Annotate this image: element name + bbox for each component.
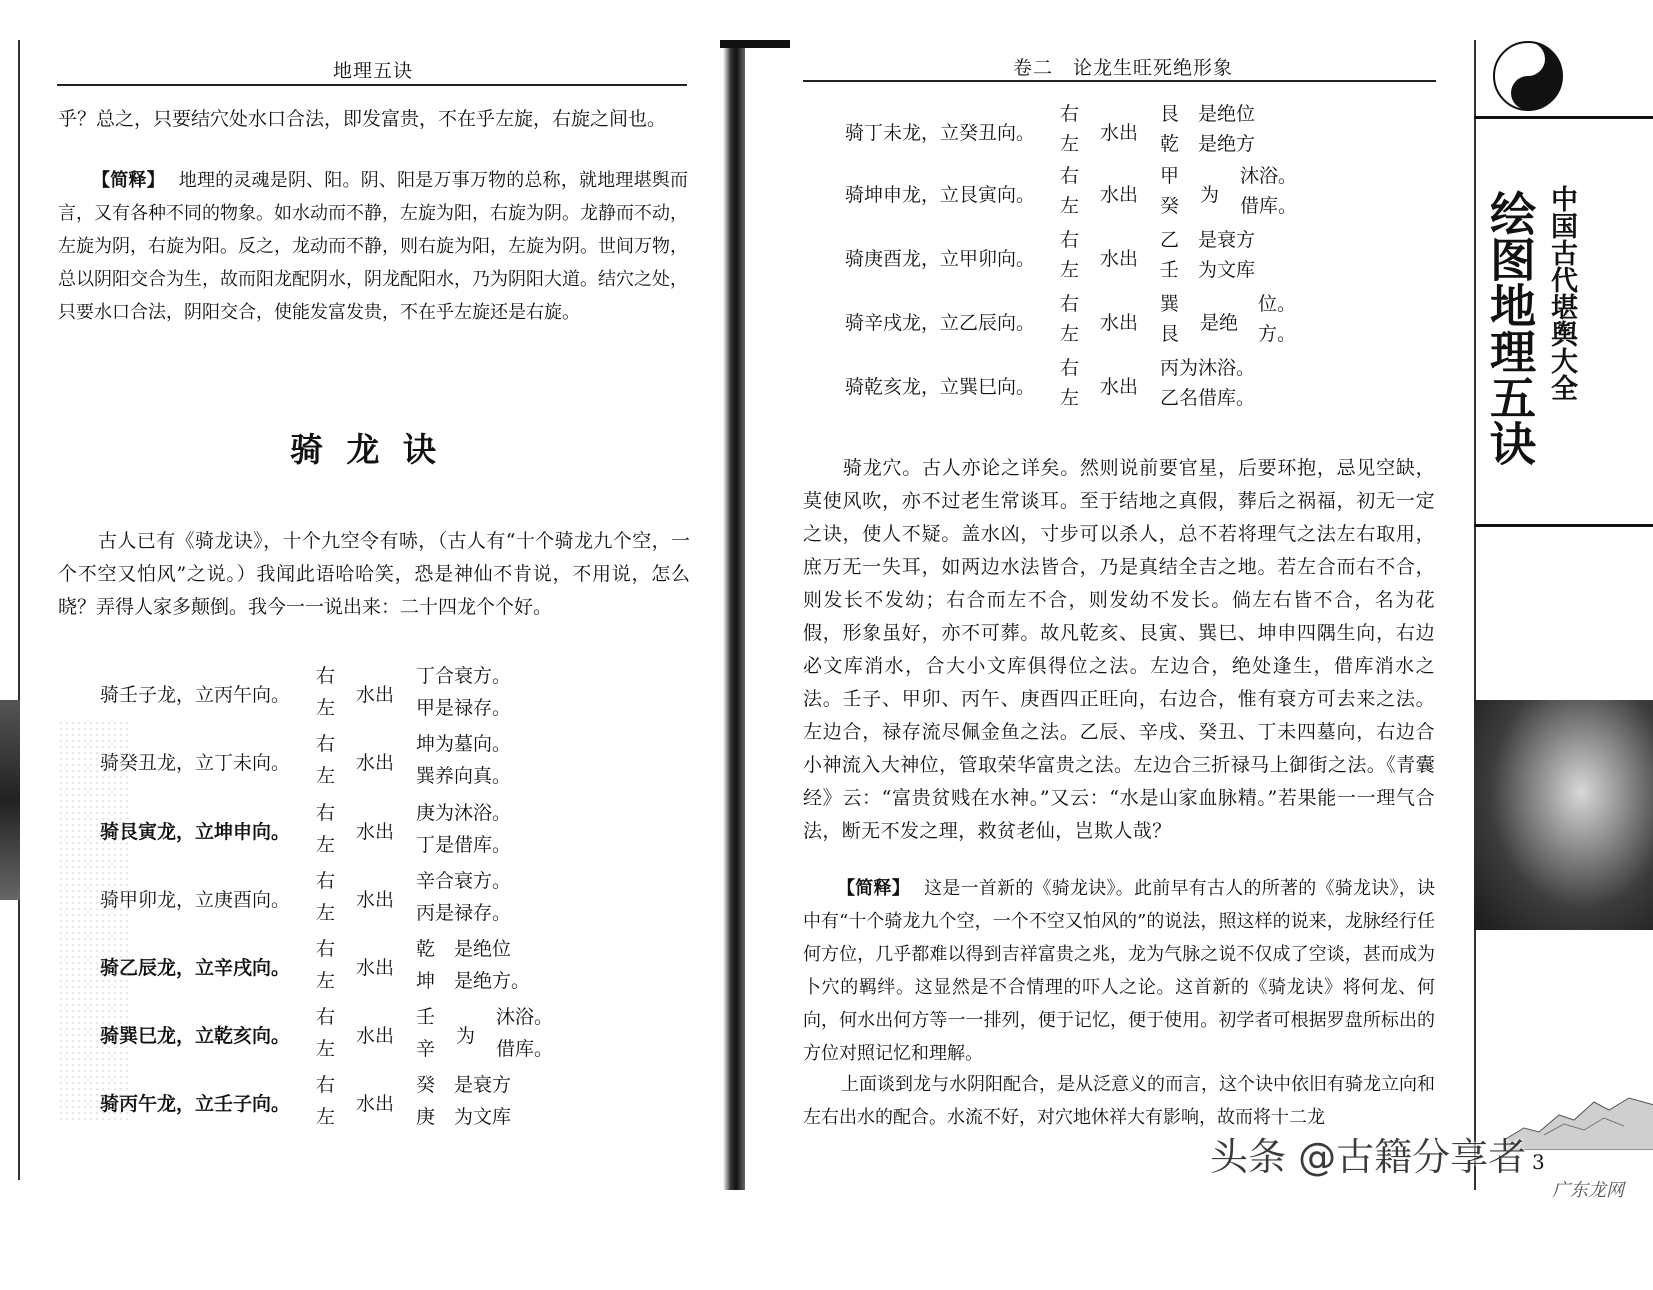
row-right: 右 xyxy=(316,870,336,892)
row-mid: 为 xyxy=(1200,184,1220,206)
row-desc-2: 壬 为文库 xyxy=(1160,259,1256,281)
row-left: 左 xyxy=(316,902,336,924)
row-dragon: 骑辛戌龙，立乙辰向。 xyxy=(845,312,1036,334)
row-end-2: 借库。 xyxy=(496,1038,554,1060)
left-running-header: 地理五诀 xyxy=(333,60,414,82)
row-desc-2: 艮 xyxy=(1160,323,1180,345)
row-left: 左 xyxy=(1060,259,1080,281)
row-left: 左 xyxy=(316,765,336,787)
main-paragraph-text: 骑龙穴。古人亦论之详矣。然则说前要官星，后要环抱，忌见空缺，莫使风吹，亦不过老生常谈耳。至于结地之真假，葬后之祸福，初无一定之诀，使人不疑。盖水凶，寸步可以杀人，总不若将理气之法左右取用，庶万无一失耳，如两边水法皆合，乃是真结全吉之地。若左合而右不合，则发长不发幼；右合而左不合，则发幼不发长。倘左右皆不合，名为花假，形象虽好，亦不可葬。故凡乾亥、艮寅、巽巳、坤申四隅生向，右边必文库消水，合大小文库俱得位之法。左边合，绝处逢生，借库消水之法。壬子、甲卯、丙午、庚酉四正旺向，右边合，惟有衰方可去来之法。左边合，禄存流尽佩金鱼之法。乙辰、辛戌、癸丑、丁未四墓向，右边合小神流入大神位，管取荣华富贵之法。左边合三折禄马上御街之法。《青囊经》云：“富贵贫贱在水神。”又云：“水是山家血脉精。”若果能一一理气合法，断无不发之理，救贫老仙，岂欺人哉？ xyxy=(803,457,1435,842)
row-desc-2: 丁是借库。 xyxy=(416,834,512,856)
row-desc-2: 甲是禄存。 xyxy=(416,697,512,719)
table-row xyxy=(0,224,1460,290)
row-right: 右 xyxy=(316,938,336,960)
buddha-statue-image xyxy=(1474,700,1653,930)
print-speckle xyxy=(58,720,128,1120)
row-water: 水出 xyxy=(356,821,395,843)
yin-yang-icon xyxy=(1492,40,1564,112)
commentary-tag: 【简释】 xyxy=(92,170,165,191)
row-water: 水出 xyxy=(1100,248,1139,270)
tab-rule-bottom xyxy=(1474,524,1653,527)
row-dragon: 骑庚酉龙，立甲卯向。 xyxy=(845,248,1036,270)
row-desc-2: 巽养向真。 xyxy=(416,765,512,787)
row-right: 右 xyxy=(316,665,336,687)
row-water: 水出 xyxy=(356,1093,395,1115)
watermark-site: 广东龙网 xyxy=(1552,1180,1624,1201)
row-left: 左 xyxy=(316,1038,336,1060)
row-right: 右 xyxy=(1060,165,1080,187)
row-right: 右 xyxy=(316,733,336,755)
row-water: 水出 xyxy=(356,1025,395,1047)
side-tab xyxy=(1474,40,1653,1190)
row-water: 水出 xyxy=(356,752,395,774)
row-desc-2: 辛 xyxy=(416,1038,436,1060)
row-desc-2: 坤 是绝方。 xyxy=(416,970,531,992)
row-right: 右 xyxy=(1060,357,1080,379)
row-desc-2: 癸 xyxy=(1160,195,1180,217)
row-right: 右 xyxy=(316,1006,336,1028)
row-right: 右 xyxy=(1060,229,1080,251)
commentary-continued-text: 上面谈到龙与水阴阳配合，是从泛意义的而言，这个诀中依旧有骑龙立向和左右出水的配合。水流不好，对穴地休祥大有影响，故而将十二龙 xyxy=(803,1074,1435,1128)
tab-main-title: 绘图地理五诀 xyxy=(1483,190,1537,466)
row-desc-1: 丙为沐浴。 xyxy=(1160,357,1256,379)
row-mid: 是绝 xyxy=(1200,312,1239,334)
row-right: 右 xyxy=(316,1074,336,1096)
row-dragon: 骑巽巳龙，立乾亥向。 xyxy=(100,1025,291,1047)
commentary-tag: 【简释】 xyxy=(837,878,910,899)
row-right: 右 xyxy=(316,802,336,824)
poem-intro-text: 古人已有《骑龙诀》，十个九空令有哧，（古人有“十个骑龙九个空，一个不空又怕风”之说。）我闻此语哈哈笑，恐是神仙不肯说，不用说，怎么晓？弄得人家多颠倒。我今一一说出来：二十四龙个个好。 xyxy=(58,530,690,618)
table-row xyxy=(0,160,1460,226)
row-dragon: 骑艮寅龙，立坤申向。 xyxy=(100,821,291,843)
right-main-paragraph xyxy=(803,452,1435,848)
row-water: 水出 xyxy=(1100,184,1139,206)
page-number: 3 xyxy=(1532,1150,1545,1174)
row-dragon: 骑乾亥龙，立巽巳向。 xyxy=(845,376,1036,398)
row-right: 右 xyxy=(1060,103,1080,125)
row-mid: 为 xyxy=(456,1025,476,1047)
row-dragon: 骑甲卯龙，立庚酉向。 xyxy=(100,889,291,911)
row-desc-1: 庚为沐浴。 xyxy=(416,802,512,824)
row-water: 水出 xyxy=(1100,376,1139,398)
row-desc-1: 坤为墓向。 xyxy=(416,733,512,755)
row-desc-1: 甲 xyxy=(1160,165,1180,187)
left-opening-line: 乎？总之，只要结穴处水口合法，即发富贵，不在乎左旋，右旋之间也。 xyxy=(58,108,667,130)
row-end-1: 沐浴。 xyxy=(496,1006,554,1028)
poem-intro xyxy=(58,525,690,624)
gutter-shadow xyxy=(720,40,790,48)
row-dragon: 骑壬子龙，立丙午向。 xyxy=(100,684,291,706)
row-left: 左 xyxy=(316,1106,336,1128)
row-desc-1: 巽 xyxy=(1160,293,1180,315)
row-dragon: 骑丙午龙，立壬子向。 xyxy=(100,1093,291,1115)
row-end-1: 沐浴。 xyxy=(1240,165,1298,187)
row-desc-2: 庚 为文库 xyxy=(416,1106,512,1128)
row-end-2: 方。 xyxy=(1258,323,1297,345)
row-left: 左 xyxy=(1060,387,1080,409)
row-desc-2: 乙名借库。 xyxy=(1160,387,1256,409)
row-desc-1: 艮 是绝位 xyxy=(1160,103,1256,125)
tab-border-line xyxy=(1474,40,1476,1190)
row-desc-1: 乙 是衰方 xyxy=(1160,229,1256,251)
row-dragon: 骑丁未龙，立癸丑向。 xyxy=(845,122,1036,144)
tab-series-title: 中国古代堪舆大全 xyxy=(1546,185,1577,401)
row-desc-1: 壬 xyxy=(416,1006,436,1028)
table-row xyxy=(0,288,1460,354)
row-left: 左 xyxy=(316,970,336,992)
row-desc-2: 丙是禄存。 xyxy=(416,902,512,924)
row-water: 水出 xyxy=(356,684,395,706)
right-commentary xyxy=(803,872,1435,1070)
row-water: 水出 xyxy=(1100,122,1139,144)
row-left: 左 xyxy=(316,834,336,856)
section-title: 骑 龙 诀 xyxy=(290,430,442,469)
row-end-1: 位。 xyxy=(1258,293,1297,315)
row-left: 左 xyxy=(1060,133,1080,155)
mountain-decoration xyxy=(1504,1080,1653,1150)
row-right: 右 xyxy=(1060,293,1080,315)
row-desc-2: 乾 是绝方 xyxy=(1160,133,1256,155)
row-left: 左 xyxy=(1060,323,1080,345)
table-row xyxy=(0,352,1460,418)
commentary-text: 这是一首新的《骑龙诀》。此前早有古人的所著的《骑龙诀》，诀中有“十个骑龙九个空，一个不空又怕风的”的说法，照这样的说来，龙脉经行任何方位，几乎都难以得到吉祥富贵之兆，龙为气脉之说不仅成了空谈，甚而成为卜穴的羁绊。这显然是不合情理的吓人之论。这首新的《骑龙诀》将何龙、何向，何水出何方等一一排列，便于记忆，便于使用。初学者可根据罗盘所标出的方位对照记忆和理解。 xyxy=(803,878,1435,1064)
row-end-2: 借库。 xyxy=(1240,195,1298,217)
row-left: 左 xyxy=(316,697,336,719)
row-dragon: 骑癸丑龙，立丁未向。 xyxy=(100,752,291,774)
row-water: 水出 xyxy=(356,889,395,911)
tab-rule-top xyxy=(1474,116,1653,119)
row-desc-1: 癸 是衰方 xyxy=(416,1074,512,1096)
row-left: 左 xyxy=(1060,195,1080,217)
row-desc-1: 乾 是绝位 xyxy=(416,938,512,960)
row-water: 水出 xyxy=(1100,312,1139,334)
row-water: 水出 xyxy=(356,957,395,979)
row-desc-1: 丁合衰方。 xyxy=(416,665,512,687)
watermark-text: 头条 @古籍分享者 xyxy=(1210,1135,1527,1179)
row-dragon: 骑坤申龙，立艮寅向。 xyxy=(845,184,1036,206)
commentary-text: 地理的灵魂是阴、阳。阴、阳是万事万物的总称，就地理堪舆而言，又有各种不同的物象。如水动而不静，左旋为阳，右旋为阴。龙静而不动，左旋为阴，右旋为阳。反之，龙动而不静，则右旋为阳，左旋为阴。世间万物，总以阴阳交合为生，故而阳龙配阴水，阴龙配阳水，乃为阴阳大道。结穴之处，只要水口合法，阴阳交合，使能发富发贵，不在乎左旋还是右旋。 xyxy=(58,170,689,323)
right-header-rule xyxy=(803,80,1436,82)
right-commentary-continued xyxy=(803,1068,1435,1134)
row-dragon: 骑乙辰龙，立辛戌向。 xyxy=(100,957,291,979)
row-desc-1: 辛合衰方。 xyxy=(416,870,512,892)
right-running-header: 卷二 论龙生旺死绝形象 xyxy=(1013,57,1234,79)
table-row xyxy=(0,98,1460,164)
left-header-rule xyxy=(57,84,687,86)
